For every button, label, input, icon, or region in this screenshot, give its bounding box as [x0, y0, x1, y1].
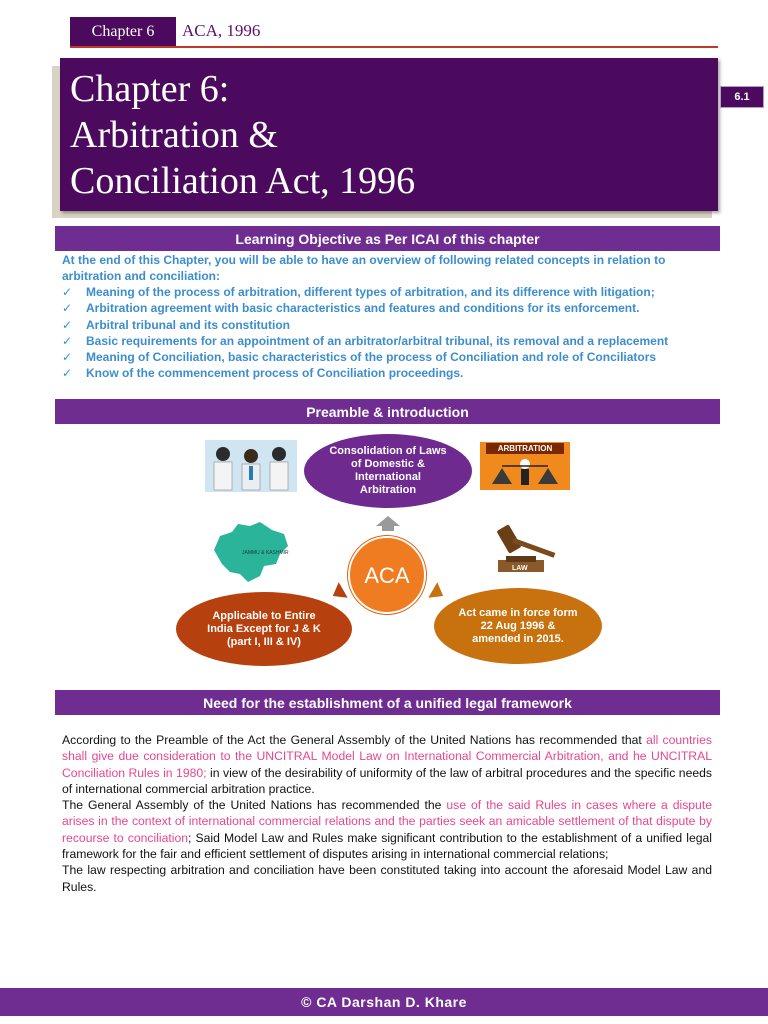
- consolidation-ellipse: Consolidation of Laws of Domestic & International Arbitration: [304, 434, 472, 508]
- aca-center-circle: ACA: [348, 536, 426, 614]
- arrow-right-icon: [428, 582, 447, 604]
- chapter-tab: [70, 17, 176, 46]
- list-item: [62, 317, 712, 333]
- list-item: [62, 300, 712, 316]
- preamble-diagram: [170, 428, 610, 668]
- jammu-kashmir-map-icon: [206, 520, 292, 586]
- list-item-text: Basic requirements for an appointment of an arbitrator/arbitral tribunal, its removal and a replacement: [86, 333, 669, 348]
- checkmark-icon: ✓: [62, 285, 73, 299]
- learning-objective-intro: At the end of this Chapter, you will be able to have an overview of following related concepts in relation to arbitration and conciliation:: [62, 253, 666, 283]
- map-label: JAMMU & KASHMIR: [242, 550, 289, 556]
- paragraph-1-text-a: According to the Preamble of the Act the General Assembly of the United Nations has recommended that: [62, 733, 647, 747]
- preamble-heading: Preamble & introduction: [55, 399, 720, 424]
- title-line-1: Chapter 6:: [70, 68, 230, 110]
- chapter-title-block: [60, 58, 718, 211]
- paragraph-2-text-b: ; Said Model Law and Rules make significant contribution to the establishment of a unified legal framework for the fair and efficient settlement of disputes arising in international commercial relations;: [62, 830, 712, 862]
- gavel-icon: [488, 520, 568, 580]
- list-item-text: Know of the commencement process of Conciliation proceedings.: [86, 366, 464, 381]
- enforcement-ellipse: Act came in force form 22 Aug 1996 & amended in 2015.: [434, 588, 602, 664]
- people-meeting-icon: [205, 440, 297, 492]
- arrow-up-stem: [382, 525, 394, 531]
- title-line-3: Conciliation Act, 1996: [70, 160, 416, 202]
- paragraph-1-highlight: all countries shall give due consideration to the UNCITRAL Model Law on International Commercial Arbitration, and he UNCITRAL Conciliation Rules in 1980;: [62, 733, 712, 780]
- paragraph-1-text-b: in view of the desirability of uniformity of the law of arbitral procedures and the specific needs of international commercial arbitration practice.: [62, 765, 712, 796]
- paragraph-2: [62, 797, 712, 862]
- list-item: [62, 349, 712, 365]
- list-item: [62, 284, 712, 300]
- checkmark-icon: ✓: [62, 333, 73, 348]
- footer-copyright: © CA Darshan D. Khare: [0, 988, 768, 1016]
- applicability-ellipse: Applicable to Entire India Except for J & K (part I, III & IV): [176, 592, 352, 666]
- list-item-text: Meaning of the process of arbitration, different types of arbitration, and its difference with litigation;: [86, 285, 655, 299]
- list-item-text: Arbitral tribunal and its constitution: [86, 317, 290, 332]
- checkmark-icon: ✓: [62, 350, 73, 365]
- arrow-left-icon: [328, 582, 347, 604]
- learning-objective-list: [62, 284, 712, 382]
- paragraph-2-highlight: use of the said Rules in cases where a dispute arises in the context of international commercial relations and the parties seek an amicable settlement of that dispute by recourse to conciliation: [62, 798, 713, 845]
- paragraph-1: [62, 732, 712, 797]
- arbitration-image-label: ARBITRATION: [486, 443, 564, 454]
- learning-objective-heading: Learning Objective as Per ICAI of this chapter: [55, 226, 720, 251]
- paragraph-3: The law respecting arbitration and conciliation have been constituted taking into account the aforesaid Model Law and Rules.: [62, 863, 712, 894]
- title-line-2: Arbitration &: [70, 114, 278, 156]
- chapter-tab-label: Chapter 6: [91, 22, 155, 40]
- gavel-label: LAW: [512, 565, 528, 572]
- checkmark-icon: ✓: [62, 301, 73, 316]
- header-divider: [70, 46, 718, 48]
- list-item-text: Meaning of Conciliation, basic characteristics of the process of Conciliation and role of Conciliators: [86, 350, 657, 365]
- list-item: [62, 365, 712, 381]
- unified-framework-body: [62, 732, 712, 895]
- list-item-text: Arbitration agreement with basic characteristics and features and conditions for its enforcement.: [86, 301, 640, 316]
- unified-framework-heading: Need for the establishment of a unified legal framework: [55, 690, 720, 715]
- list-item: [62, 333, 712, 349]
- checkmark-icon: ✓: [62, 317, 73, 332]
- page-number-badge: 6.1: [720, 86, 764, 108]
- paragraph-2-text-a: The General Assembly of the United Nations has recommended the: [62, 798, 447, 813]
- checkmark-icon: ✓: [62, 366, 73, 381]
- header-title: ACA, 1996: [182, 21, 261, 40]
- scales-icon: [480, 454, 570, 490]
